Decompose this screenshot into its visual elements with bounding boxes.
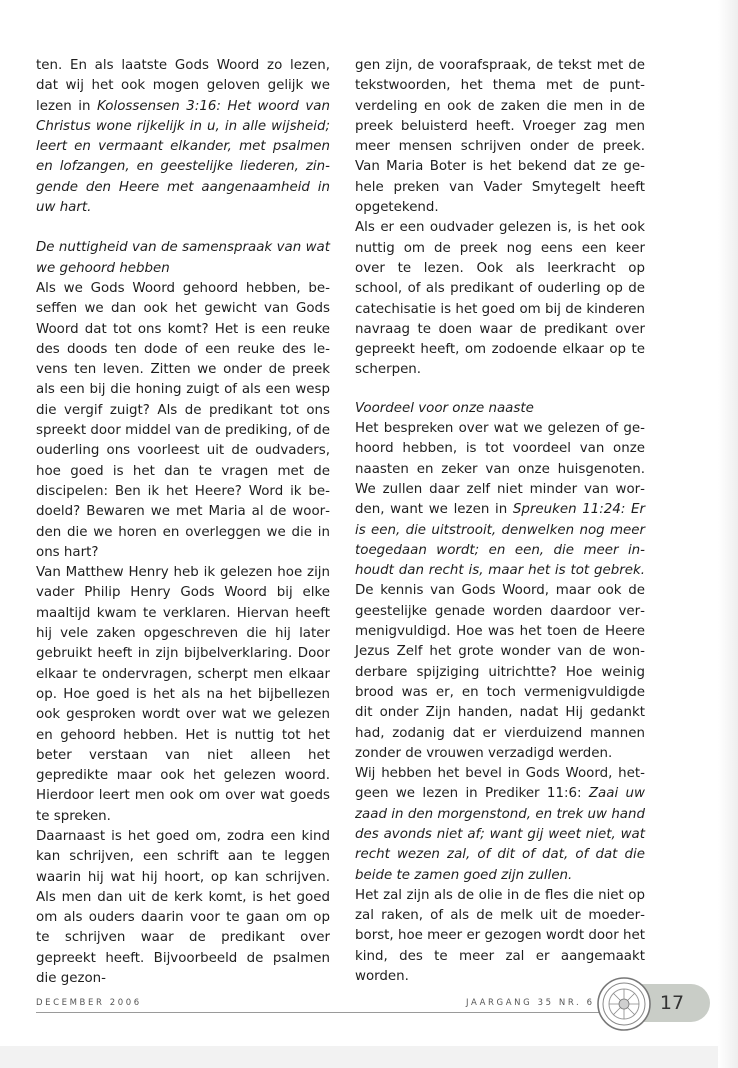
scripture-quote: Kolossensen 3:16: Het woord van Christus wone rijkelijk in u, in alle wijsheid; leert en vermaant elkander, met psalmen en lofzangen, en geestelijke liederen, zingende den Heere met aangenaamheid in uw hart. <box>36 98 330 216</box>
footer-issue: JAARGANG 35 NR. 6 <box>466 998 595 1008</box>
page-edge <box>0 1046 738 1068</box>
section-heading: De nuttigheid van de samenspraak van wat we gehoord hebben <box>36 240 330 276</box>
paragraph <box>355 419 645 764</box>
right-column <box>355 56 645 987</box>
page-number: 17 <box>659 992 685 1014</box>
footer-date: DECEMBER 2006 <box>36 998 142 1008</box>
paragraph: gen zijn, de voorafspraak, de tekst met de tekstwoorden, het thema met de puntverdeling en ook de zaken die men in de preek beluisterd heeft. Vroeger zag men meer mensen schrijven onder de preek. Van Maria Boter is het bekend dat ze gehele preken van Vader Smytegelt heeft opgetekend. <box>355 58 645 216</box>
paragraph: Als er een oudvader gelezen is, is het ook nuttig om de preek nog eens een keer over te lezen. Ook als leerkracht op school, of als predikant of ouderling op de catechisatie is het goed om bij de kinderen navraag te doen waar de predikant over gepreekt heeft, om zodoende elkaar op te scherpen. <box>355 220 645 378</box>
paragraph-text: De kennis van Gods Woord, maar ook de geestelijke genade worden daardoor vermenigvuldigd. Hoe was het toen de Heere Jezus Zelf het grote wonder van de wonderbare spijziging uitrichtte? Hoe weinig brood was er, en toch vermenigvuldigde dit onder Zijn handen, nadat Hij gedankt had, zodanig dat er vierduizend mannen zonder de vrouwen verzadigd werden. <box>355 583 645 761</box>
scripture-quote: Spreuken 11:24: Er is een, die uitstrooit, denwelken nog meer toegedaan wordt; en een, die meer inhoudt dan recht is, maar het is tot gebrek. <box>355 502 645 579</box>
paragraph: Als we Gods Woord gehoord hebben, beseffen we dan ook het gewicht van Gods Woord dat tot ons komt? Het is een reuke des doods ten dode of een reuke des levens ten leven. Zitten we onder de preek als een bij die honing zuigt of als een wesp die vergif zuigt? Als de predikant tot ons spreekt door middel van de prediking, of de ouderling ons voorleest uit de oudvaders, hoe goed is het dan te vragen met de discipelen: Ben ik het Heere? Word ik bedoeld? Bewaren we met Maria al de woorden die we horen en overleggen we die in ons hart? <box>36 280 330 560</box>
seal-emblem-icon <box>596 976 652 1032</box>
paragraph-text: ten. En als laatste Gods Woord zo lezen, dat wij het ook mogen geloven gelijk we lezen in <box>36 58 330 114</box>
paragraph <box>36 56 330 218</box>
section-heading: Voordeel voor onze naaste <box>355 400 534 416</box>
footer-divider <box>36 1012 599 1013</box>
paragraph: Daarnaast is het goed om, zodra een kind kan schrijven, een schrift aan te leggen waarin hij wat hij hoort, op kan schrijven. Als men dan uit de kerk komt, is het goed om als ouders daarin voor te gaan om op te schrijven waar de predikant over gepreekt heeft. Bijvoorbeeld de psalmen die gezon- <box>36 828 330 987</box>
paragraph <box>355 764 645 886</box>
paragraph: Het zal zijn als de olie in de fles die niet op zal raken, of als de melk uit de moederborst, hoe meer er gezogen wordt door het kind, des te meer zal er aangemaakt worden. <box>355 887 645 985</box>
paragraph-text: Het bespreken over wat we gelezen of gehoord hebben, is tot voordeel van onze naasten en zeker van onze huisgenoten. We zullen daar zelf niet minder van worden, want we lezen in <box>355 421 645 518</box>
scripture-quote: Zaai uw zaad in den morgenstond, en trek uw hand des avonds niet af; want gij weet niet, wat recht wezen zal, of dit of dat, of dat die beide te zamen goed zijn zullen. <box>355 786 645 883</box>
left-column <box>36 56 330 989</box>
paragraph-text: Wij hebben het bevel in Gods Woord, hetgeen we lezen in Prediker 11:6: <box>355 766 645 802</box>
page-edge-right <box>718 0 738 1068</box>
paragraph: Van Matthew Henry heb ik gelezen hoe zijn vader Philip Henry Gods Woord bij elke maaltijd kwam te verklaren. Hiervan heeft hij vele zaken opgeschreven die hij later gebruikt heeft in zijn bijbelverklaring. Door elkaar te ondervragen, scherpt men elkaar op. Hoe goed is het als na het bijbellezen ook gesproken wordt over wat we gelezen en gehoord hebben. Het is nuttig tot het beter verstaan van niet alleen het gepredikte maar ook het gelezen woord. Hierdoor leert men ook om over wat goeds te spreken. <box>36 565 330 824</box>
